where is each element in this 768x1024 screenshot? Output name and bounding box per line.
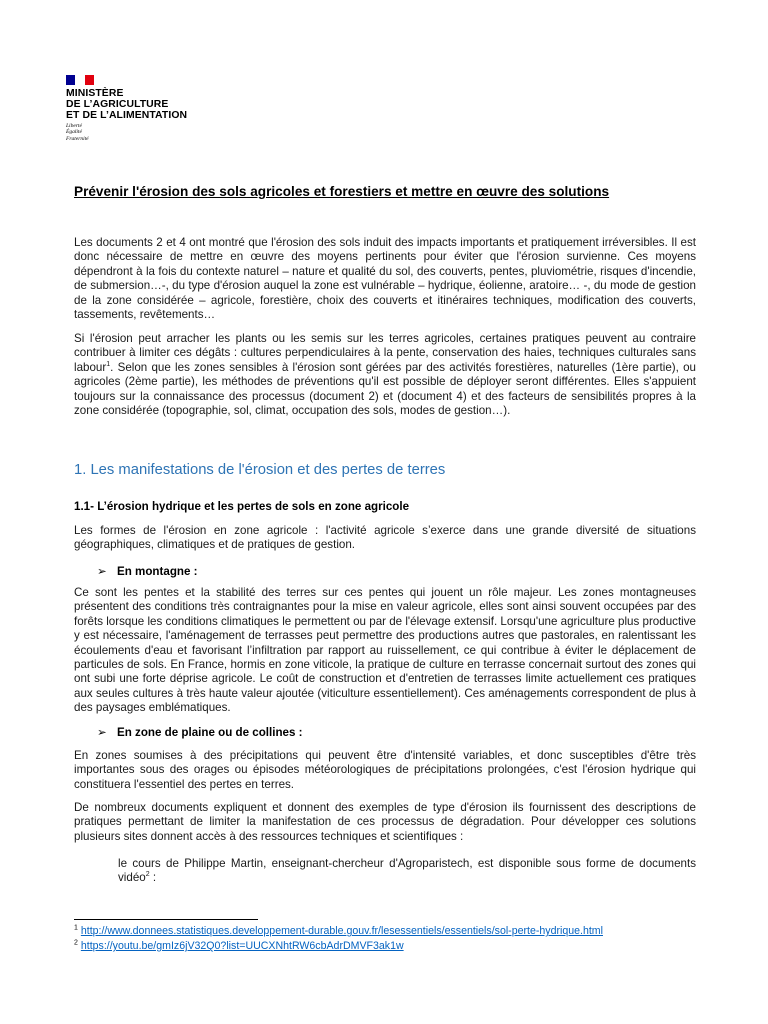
footnote-link-1[interactable]: http://www.donnees.statistiques.developpement-durable.gouv.fr/lesessentiels/essentiels/sol-perte-hydrique.html	[80, 925, 603, 937]
ministry-logo	[66, 75, 206, 142]
arrow-bullet-icon: ➢	[97, 726, 107, 739]
course-paragraph: le cours de Philippe Martin, enseignant-chercheur d'Agroparistech, est disponible sous forme de documents vidéo$^2$ :	[118, 857, 696, 885]
republic-motto: Liberté Égalité Fraternité	[66, 123, 89, 142]
montagne-paragraph: Ce sont les pentes et la stabilité des terres sur ces pentes qui jouent un rôle majeur. Les zones montagneuses présentent des conditions très contraignantes pour la mise en valeur agricole, elles sont ainsi souvent occupées par des forêts lorsque les conditions climatiques le permettent ou par de l'élevage extensif. Lorsqu'une agriculture plus productive y est nécessaire, l'aménagement de terrasses peut permettre des productions autres que pastorales, en ralentissant les écoulements d'eau et favorisant l’infiltration par rapport au ruissellement, ce qui contribue à éviter le déplacement de particules de sols. En France, hormis en zone viticole, la pratique de culture en terrasse concernait surtout des zones qui ont subi une forte déprise agricole. Le coût de construction et d'entretien de terrasses limite actuellement ces pratiques aux seules cultures à très haute valeur ajoutée (viticulture essentiellement). Ces aménagements correspondent de plus à des paysages emblématiques.	[74, 586, 696, 715]
bullet-plaine: ➢ En zone de plaine ou de collines :	[97, 726, 303, 739]
documents-paragraph: De nombreux documents expliquent et donnent des exemples de type d'érosion ils fournissent des descriptions de pratiques permettant de limiter la manifestation de ces processus de dégradation. Pour développer ces solutions plusieurs sites donnent accès à des ressources techniques et scientifiques :	[74, 801, 696, 843]
footnote-1: $^1$ http://www.donnees.statistiques.developpement-durable.gouv.fr/lesessentiels/essentiels/sol-perte-hydrique.html	[74, 924, 603, 937]
plaine-paragraph: En zones soumises à des précipitations qui peuvent être d'intensité variables, et donc susceptibles d'être très importantes sous des orages ou épisodes météorologiques de précipitations prolongées, c'est l'érosion hydrique qui constituera l'essentiel des pertes en terres.	[74, 749, 696, 791]
section-heading: 1. Les manifestations de l'érosion et des pertes de terres	[74, 462, 446, 478]
footnote-link-2[interactable]: https://youtu.be/gmIz6jV32Q0?list=UUCXNhtRW6cbAdrDMVF3ak1w	[80, 940, 404, 952]
footnote-2: $^2$ https://youtu.be/gmIz6jV32Q0?list=UUCXNhtRW6cbAdrDMVF3ak1w	[74, 939, 404, 952]
footnote-ref-2[interactable]: 2	[145, 871, 150, 879]
document-title: Prévenir l'érosion des sols agricoles et forestiers et mettre en œuvre des solutions	[74, 184, 610, 199]
footnote-ref-1[interactable]: 1	[106, 360, 111, 368]
subsection-heading: 1.1- L’érosion hydrique et les pertes de sols en zone agricole	[74, 500, 410, 513]
french-flag-icon	[66, 75, 94, 85]
intro-paragraph-2: Si l'érosion peut arracher les plants ou les semis sur les terres agricoles, certaines pratiques peuvent au contraire contribuer à limiter ces dégâts : cultures perpendiculaires à la pente, conservation des haies, techniques culturales sans labour$^1$. Selon que les zones sensibles à l'érosion sont gérées par des activités forestières, naturelles (1ère partie), ou agricoles (2ème partie), les méthodes de préventions qu'il est possible de déployer seront différentes. Elles s'appuient toujours sur la connaissance des processus (document 2) et (document 4) et des facteurs de sensibilités propres à la zone considérée (topographie, sol, climat, occupation des sols, modes de gestion…).	[74, 332, 696, 418]
intro-paragraph-1: Les documents 2 et 4 ont montré que l'érosion des sols induit des impacts importants et pratiquement irréversibles. Il est donc nécessaire de mettre en œuvre des moyens pertinents pour éviter que l'érosion survienne. Ces moyens dépendront à la fois du contexte naturel – nature et qualité du sol, des couverts, pentes, pluviométrie, risques d'incendie, de submersion…-, du type d'érosion auquel la zone est vulnérable – hydrique, éolienne, aratoire… -, du mode de gestion de la zone considérée – agricole, forestière, choix des couverts et itinéraires techniques, modification des couverts, tassements, revêtements…	[74, 236, 696, 322]
bullet-montagne: ➢ En montagne :	[97, 565, 198, 578]
forms-paragraph: Les formes de l'érosion en zone agricole : l'activité agricole s’exerce dans une grande diversité de situations géographiques, climatiques et de pratiques de gestion.	[74, 524, 696, 552]
footnote-separator	[74, 919, 258, 920]
arrow-bullet-icon: ➢	[97, 565, 107, 578]
ministry-name: MINISTÈRE DE L’AGRICULTURE ET DE L’ALIMENTATION	[66, 88, 188, 121]
